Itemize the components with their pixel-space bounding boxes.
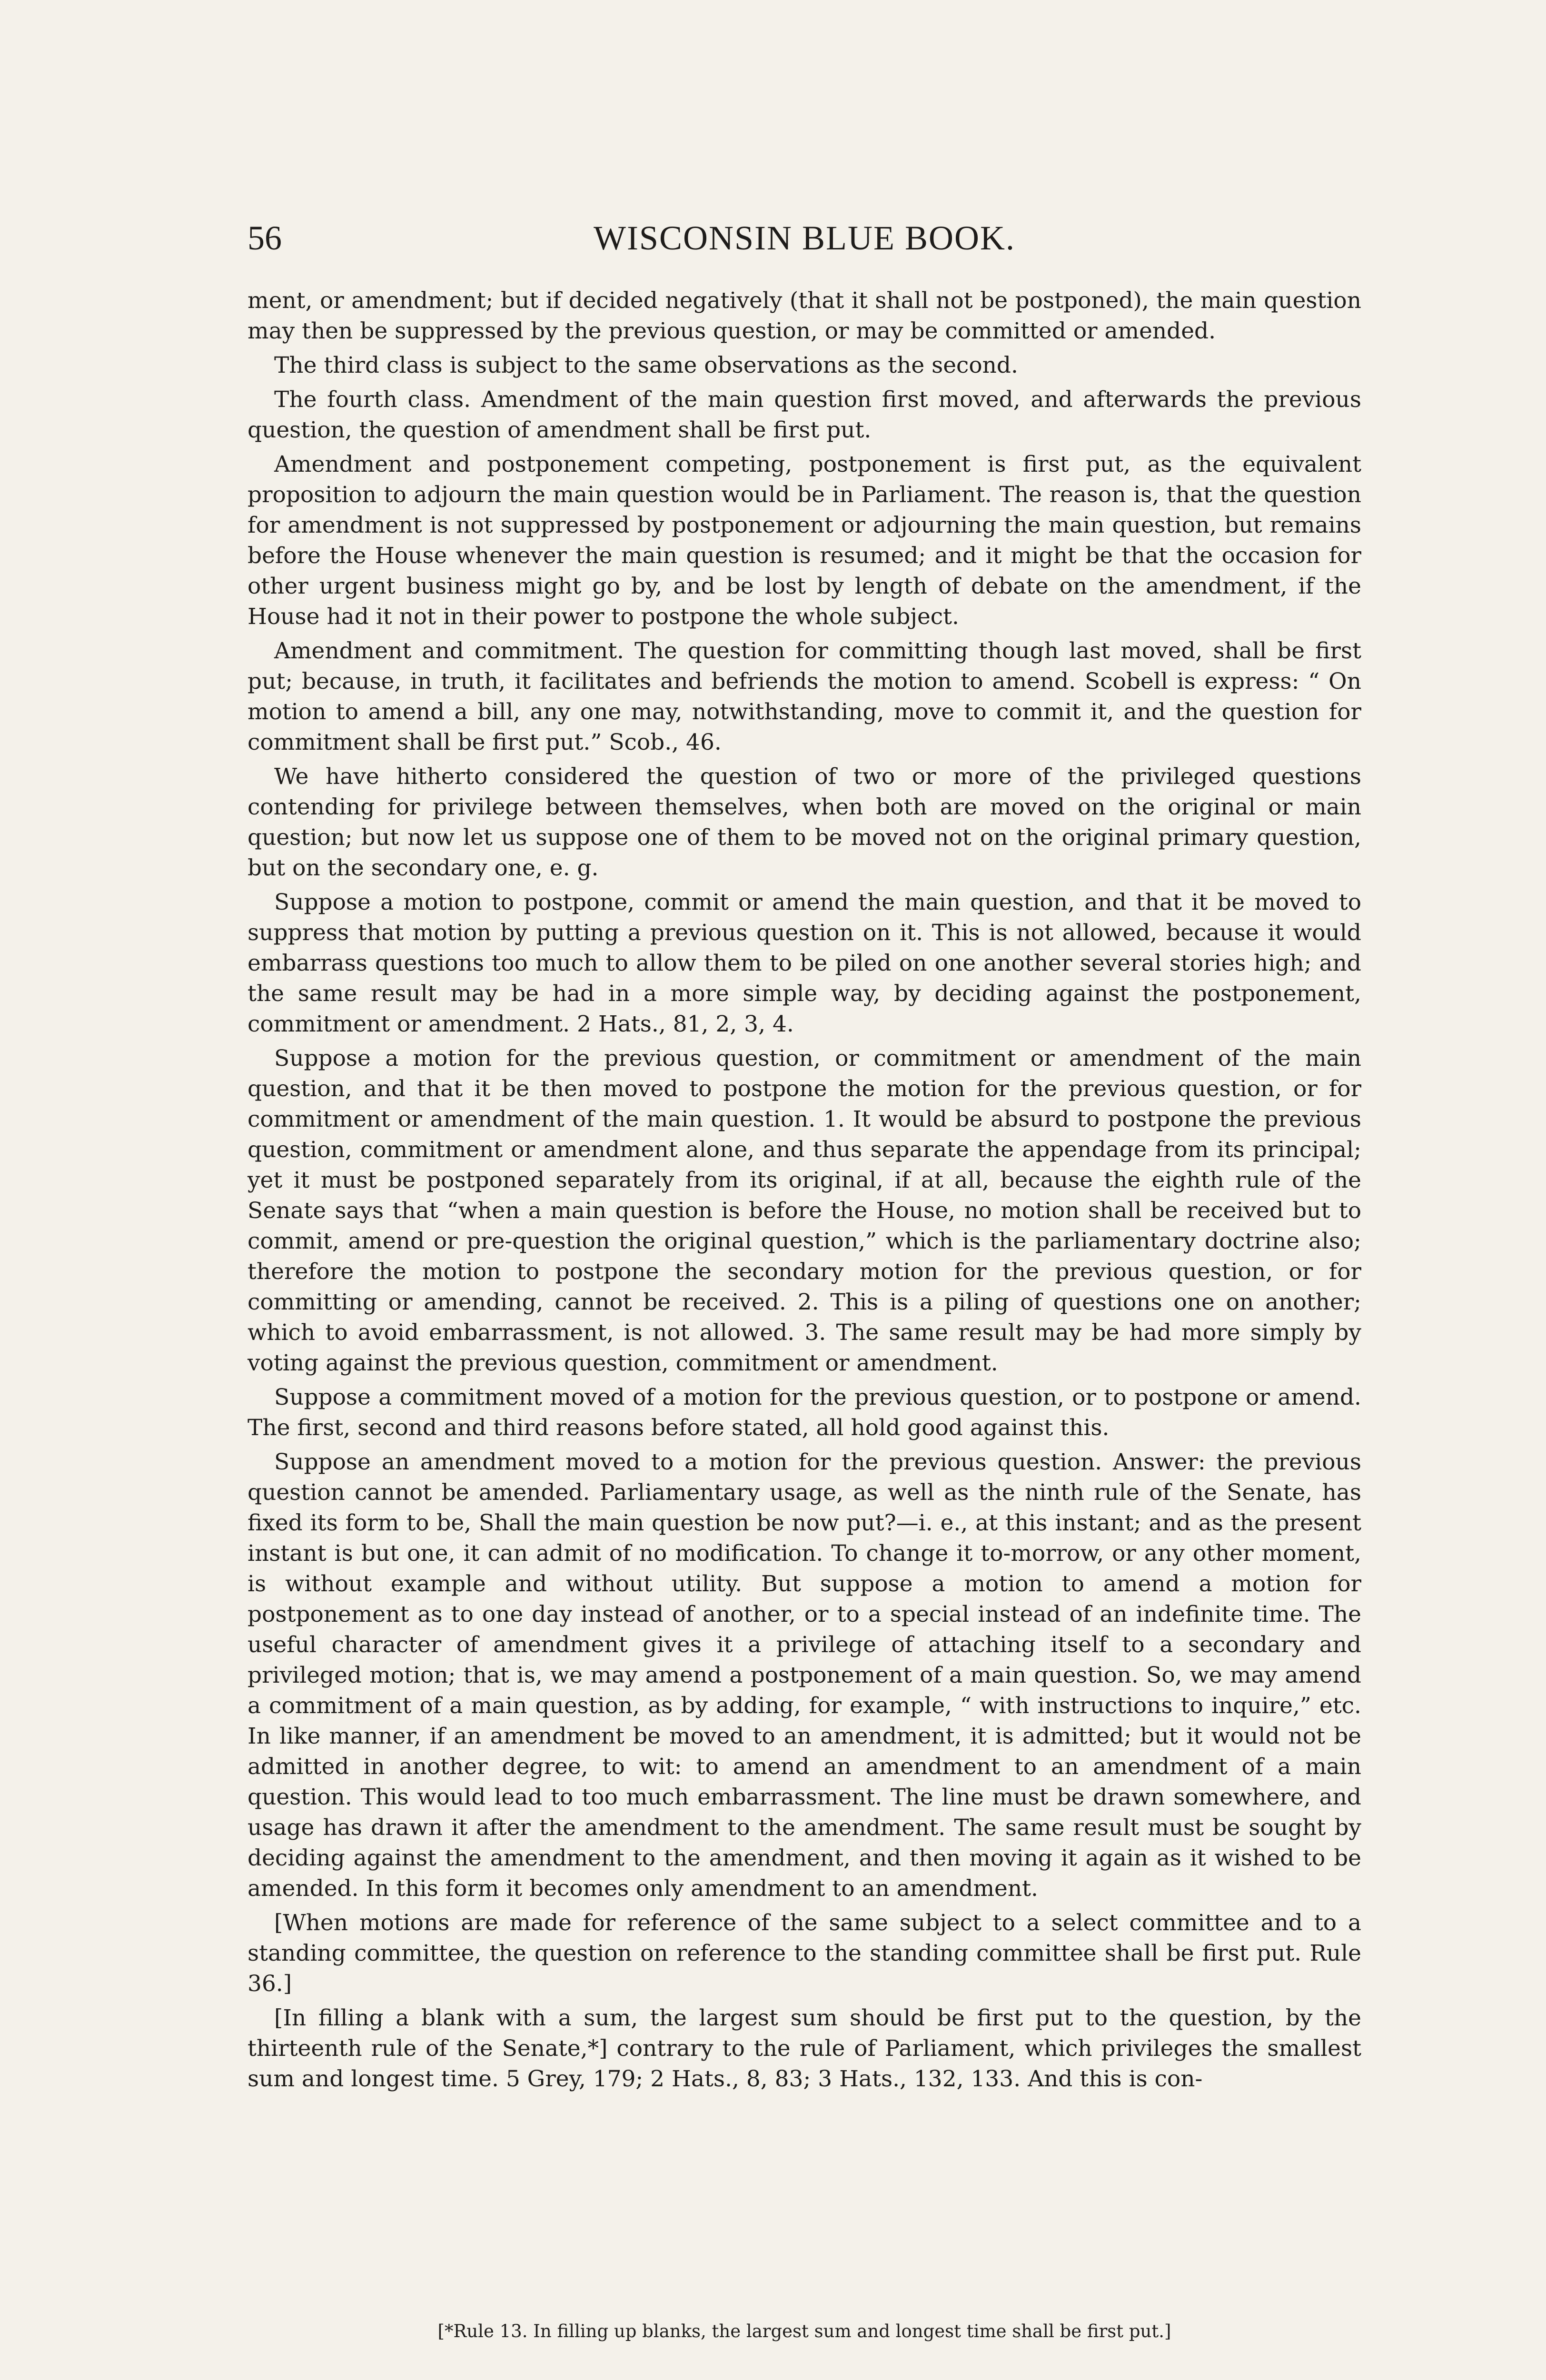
paragraph: The fourth class. Amendment of the main question first moved, and afterwards the previous question, the question of amendment shall be first put.: [248, 387, 1361, 443]
page-header: [248, 209, 1361, 267]
paragraph: The third class is subject to the same observations as the second.: [274, 352, 1018, 378]
paragraph: We have hitherto considered the question of two or more of the privileged questions contending for privilege between themselves, when both are moved on the original or main question; but now let us suppose one of them to be moved not on the original primary question, but on the secondary one, e. g.: [248, 764, 1361, 881]
paragraph: Amendment and postponement competing, postponement is first put, as the equivalent proposition to adjourn the main question would be in Parliament. The reason is, that the question for amendment is not suppressed by postponement or adjourning the main question, but remains before the House whenever the main question is resumed; and it might be that the occasion for other urgent business might go by, and be lost by length of debate on the amendment, if the House had it not in their power to postpone the whole subject.: [248, 451, 1361, 630]
paragraph: Suppose an amendment moved to a motion for the previous question. Answer: the previous question cannot be amended. Parliamentary usage, as well as the ninth rule of the Senate, has fixed its form to be, Shall the main question be now put?—i. e., at this instant; and as the present instant is but one, it can admit of no modification. To change it to-morrow, or any other moment, is without example and without utility. But suppose a motion to amend a motion for postponement as to one day instead of another, or to a special instead of an indefinite time. The useful character of amendment gives it a privilege of attaching itself to a secondary and privileged motion; that is, we may amend a postponement of a main question. So, we may amend a commitment of a main question, as by adding, for example, “ with instructions to inquire,” etc. In like manner, if an amendment be moved to an amendment, it is admitted; but it would not be admitted in another degree, to wit: to amend an amendment to an amendment of a main question. This would lead to too much embarrassment. The line must be drawn somewhere, and usage has drawn it after the amendment to the amendment. The same result must be sought by deciding against the amendment to the amendment, and then moving it again as it wished to be amended. In this form it becomes only amendment to an amendment.: [248, 1449, 1361, 1902]
paragraph: Suppose a motion for the previous question, or commitment or amendment of the main question, and that it be then moved to postpone the motion for the previous question, or for commitment or amendment of the main question. 1. It would be absurd to postpone the previous question, commitment or amendment alone, and thus separate the appendage from its principal; yet it must be postponed separately from its original, if at all, because the eighth rule of the Senate says that “when a main question is before the House, no motion shall be received but to commit, amend or pre-question the original question,” which is the parliamentary doctrine also; therefore the motion to postpone the secondary motion for the previous question, or for committing or amending, cannot be received. 2. This is a piling of questions one on another; which to avoid embarrassment, is not allowed. 3. The same result may be had more simply by voting against the previous question, commitment or amendment.: [248, 1045, 1361, 1376]
paragraph: [When motions are made for reference of the same subject to a select committee and to a standing committee, the question on reference to the standing committee shall be first put. Rule 36.]: [248, 1910, 1361, 1997]
paragraph: Suppose a commitment moved of a motion for the previous question, or to postpone or amend. The first, second and third reasons before stated, all hold good against this.: [248, 1384, 1361, 1441]
paragraph: Amendment and commitment. The question for committing though last moved, shall be first put; because, in truth, it facilitates and befriends the motion to amend. Scobell is express: “ On motion to amend a bill, any one may, notwithstanding, move to commit it, and the question for commitment shall be first put.” Scob., 46.: [248, 638, 1361, 755]
paragraph: Suppose a motion to postpone, commit or amend the main question, and that it be moved to suppress that motion by putting a previous question on it. This is not allowed, because it would embarrass questions too much to allow them to be piled on one another several stories high; and the same result may be had in a more simple way, by deciding against the postponement, commitment or amendment. 2 Hats., 81, 2, 3, 4.: [248, 889, 1361, 1037]
running-title: WISCONSIN BLUE BOOK.: [594, 219, 1015, 257]
paragraph: [In filling a blank with a sum, the largest sum should be first put to the question, by the thirteenth rule of the Senate,*] contrary to the rule of Parliament, which privileges the smallest sum and longest time. 5 Grey, 179; 2 Hats., 8, 83; 3 Hats., 132, 133. And this is con-: [248, 2005, 1361, 2092]
footnote: [*Rule 13. In filling up blanks, the largest sum and longest time shall be first put.]: [437, 2321, 1171, 2341]
paragraph: ment, or amendment; but if decided negatively (that it shall not be postponed), the main question may then be suppressed by the previous question, or may be committed or amended.: [248, 288, 1361, 344]
page-number: 56: [248, 219, 282, 257]
body-text: [248, 286, 1361, 2098]
